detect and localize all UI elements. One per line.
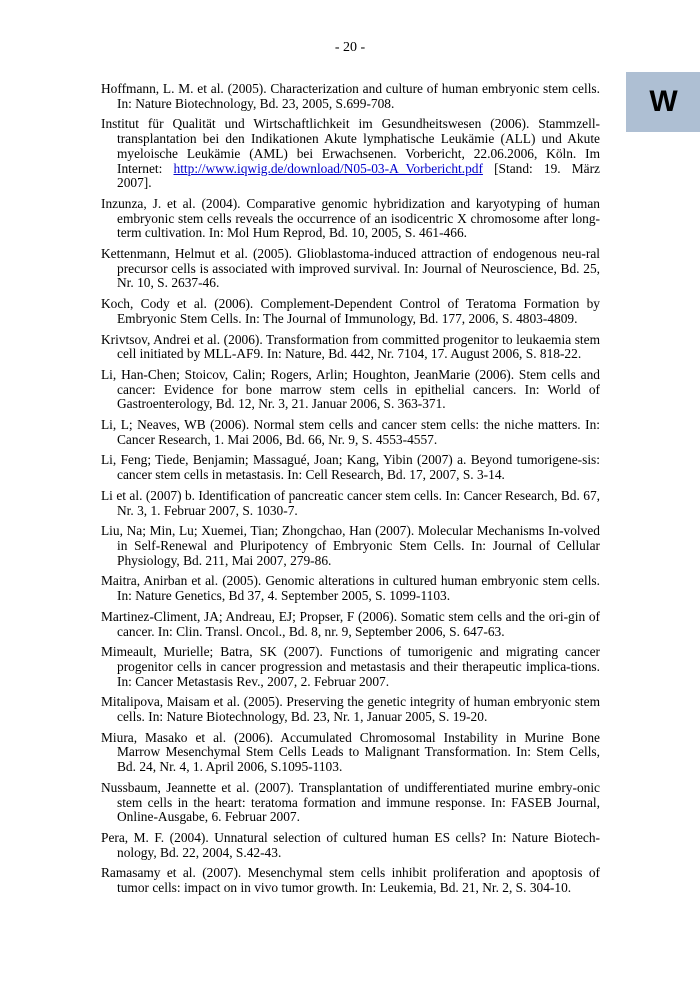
reference-text: Institut für Qualität und Wirtschaftlichkeit im Gesundheitswesen (2006). Stammzell-transplantation bei den Indikationen Akute lymphatische Leukämie (ALL) und Akute myeloische Leukämie (AML) bei Erwachsenen. Vorbericht, 22.06.2006, Köln. Im Internet:: [101, 116, 600, 176]
reference-item: [101, 247, 600, 291]
reference-item: [101, 368, 600, 412]
reference-text: Li et al. (2007) b. Identification of pancreatic cancer stem cells. In: Cancer Research, Bd. 67, Nr. 3, 1. Februar 2007, S. 1030-7.: [101, 487, 600, 518]
reference-text: Li, L; Neaves, WB (2006). Normal stem cells and cancer stem cells: the niche matters. In: Cancer Research, 1. Mai 2006, Bd. 66, Nr. 9, S. 4553-4557.: [101, 417, 600, 447]
reference-item: [101, 866, 600, 895]
reference-text: Inzunza, J. et al. (2004). Comparative genomic hybridization and karyotyping of human embryonic stem cells reveals the occurrence of an isodicentric X chromosome after long-term cultivation. In: Mol Hum Reprod, Bd. 10, 2005, S. 461-466.: [101, 195, 600, 241]
reference-item: [101, 645, 600, 689]
reference-item: [101, 731, 600, 775]
reference-text-after-link: [Stand: 19. März 2007].: [117, 160, 600, 191]
reference-item: [101, 117, 600, 191]
reference-text: Kettenmann, Helmut et al. (2005). Glioblastoma-induced attraction of endogenous neu-ral precursor cells is associated with improved survival. In: Journal of Neuroscience, Bd. 25, Nr. 10, S. 2637-46.: [101, 246, 600, 291]
reference-text: Mitalipova, Maisam et al. (2005). Preserving the genetic integrity of human embryonic stem cells. In: Nature Biotechnology, Bd. 23, Nr. 1, Januar 2005, S. 19-20.: [101, 694, 600, 725]
reference-item: [101, 333, 600, 362]
reference-item: [101, 197, 600, 241]
reference-item: [101, 297, 600, 326]
reference-text: Li, Feng; Tiede, Benjamin; Massagué, Joan; Kang, Yibin (2007) a. Beyond tumorigene-sis: cancer stem cells in metastasis. In: Cell Research, Bd. 17, 2007, S. 3-14.: [101, 452, 600, 483]
reference-text: Ramasamy et al. (2007). Mesenchymal stem cells inhibit proliferation and apoptosis of tumor cells: impact on in vivo tumor growth. In: Leukemia, Bd. 21, Nr. 2, S. 304-10.: [101, 865, 600, 896]
reference-text: Krivtsov, Andrei et al. (2006). Transformation from committed progenitor to leukaemia stem cell initiated by MLL-AF9. In: Nature, Bd. 442, Nr. 7104, 17. August 2006, S. 818-22.: [101, 331, 600, 362]
reference-list: [101, 82, 600, 902]
section-tab: [626, 72, 700, 132]
page-number: - 20 -: [334, 40, 366, 55]
reference-item: [101, 453, 600, 482]
reference-item: [101, 82, 600, 111]
reference-link[interactable]: http://www.iqwig.de/download/N05-03-A_Vorbericht.pdf: [173, 160, 483, 176]
reference-text: Hoffmann, L. M. et al. (2005). Characterization and culture of human embryonic stem cells. In: Nature Biotechnology, Bd. 23, 2005, S.699-708.: [101, 81, 600, 111]
reference-text: Pera, M. F. (2004). Unnatural selection of cultured human ES cells? In: Nature Biotech-nology, Bd. 22, 2004, S.42-43.: [101, 829, 600, 860]
reference-item: [101, 610, 600, 639]
reference-item: [101, 781, 600, 825]
reference-item: [101, 574, 600, 603]
reference-text: Maitra, Anirban et al. (2005). Genomic alterations in cultured human embryonic stem cells. In: Nature Genetics, Bd 37, 4. September 2005, S. 1099-1103.: [101, 573, 600, 604]
reference-item: [101, 524, 600, 568]
reference-item: [101, 489, 600, 518]
reference-item: [101, 695, 600, 724]
reference-text: Nussbaum, Jeannette et al. (2007). Transplantation of undifferentiated murine embry-onic stem cells in the heart: teratoma formation and immune response. In: FASEB Journal, Online-Ausgabe, 6. Februar 2007.: [101, 779, 600, 825]
reference-text: Liu, Na; Min, Lu; Xuemei, Tian; Zhongchao, Han (2007). Molecular Mechanisms In-volved in Self-Renewal and Pluripotency of Embryonic Stem Cells. In: Journal of Cellular Physiology, Bd. 211, Mai 2007, 279-86.: [101, 523, 600, 568]
reference-text: Li, Han-Chen; Stoicov, Calin; Rogers, Arlin; Houghton, JeanMarie (2006). Stem cells and cancer: Evidence for bone marrow stem cells in epithelial cancers. In: World of Gastroenterology, Bd. 12, Nr. 3, 21. Januar 2006, S. 363-371.: [101, 366, 600, 412]
section-tab-letter: W: [649, 85, 677, 118]
reference-text: Miura, Masako et al. (2006). Accumulated Chromosomal Instability in Murine Bone Marrow Mesenchymal Stem Cells Leads to Malignant Transformation. In: Stem Cells, Bd. 24, Nr. 4, 1. April 2006, S.1095-1103.: [101, 729, 600, 775]
reference-item: [101, 418, 600, 447]
reference-item: [101, 831, 600, 860]
reference-text: Martinez-Climent, JA; Andreau, EJ; Propser, F (2006). Somatic stem cells and the ori-gin of cancer. In: Clin. Transl. Oncol., Bd. 8, nr. 9, September 2006, S. 647-63.: [101, 608, 600, 639]
reference-text: Mimeault, Murielle; Batra, SK (2007). Functions of tumorigenic and migrating cancer progenitor cells in cancer progression and metastasis and their therapeutic implica-tions. In: Cancer Metastasis Rev., 2007, 2. Februar 2007.: [101, 644, 600, 689]
reference-text: Koch, Cody et al. (2006). Complement-Dependent Control of Teratoma Formation by Embryonic Stem Cells. In: The Journal of Immunology, Bd. 177, 2006, S. 4803-4809.: [101, 296, 600, 326]
